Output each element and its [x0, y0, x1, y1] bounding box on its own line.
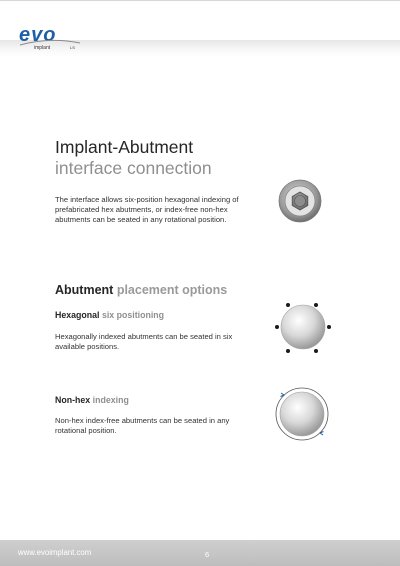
placement-title-light: placement options	[116, 283, 228, 297]
top-rule	[0, 0, 400, 1]
nonhex-subtitle	[55, 395, 129, 405]
nonhex-description: Non-hex index-free abutments can be seated in any rotational position.	[55, 416, 230, 436]
footer-bar	[0, 540, 400, 566]
hexagonal-description: Hexagonally indexed abutments can be seated in six available positions.	[55, 332, 233, 352]
footer-url-link[interactable]: www.evoimplant.com	[18, 548, 92, 557]
logo-mark: LS	[70, 45, 75, 50]
logo-wordmark: evo	[19, 24, 57, 46]
evo-implant-logo	[18, 22, 82, 50]
logo-subtext: implant	[34, 45, 51, 50]
nonhex-rotation-diagram	[272, 386, 332, 442]
page-subtitle: interface connection	[55, 158, 212, 178]
hexagonal-title-light: six positioning	[101, 310, 165, 320]
hexagonal-title-strong: Hexagonal	[55, 310, 100, 320]
nonhex-title-light: indexing	[92, 395, 129, 405]
placement-section-title	[55, 283, 227, 297]
interface-connection-illustration	[275, 178, 325, 224]
intro-paragraph: The interface allows six-position hexagonal indexing of prefabricated hex abutments, or index-free non-hex abutments can be seated in any rotational position.	[55, 195, 239, 225]
hexagonal-subtitle	[55, 310, 164, 320]
hexagonal-positions-diagram	[273, 299, 333, 355]
placement-title-strong: Abutment	[55, 283, 114, 297]
nonhex-title-strong: Non-hex	[55, 395, 91, 405]
page-title: Implant-Abutment	[55, 137, 194, 157]
page-number: 6	[205, 550, 210, 559]
